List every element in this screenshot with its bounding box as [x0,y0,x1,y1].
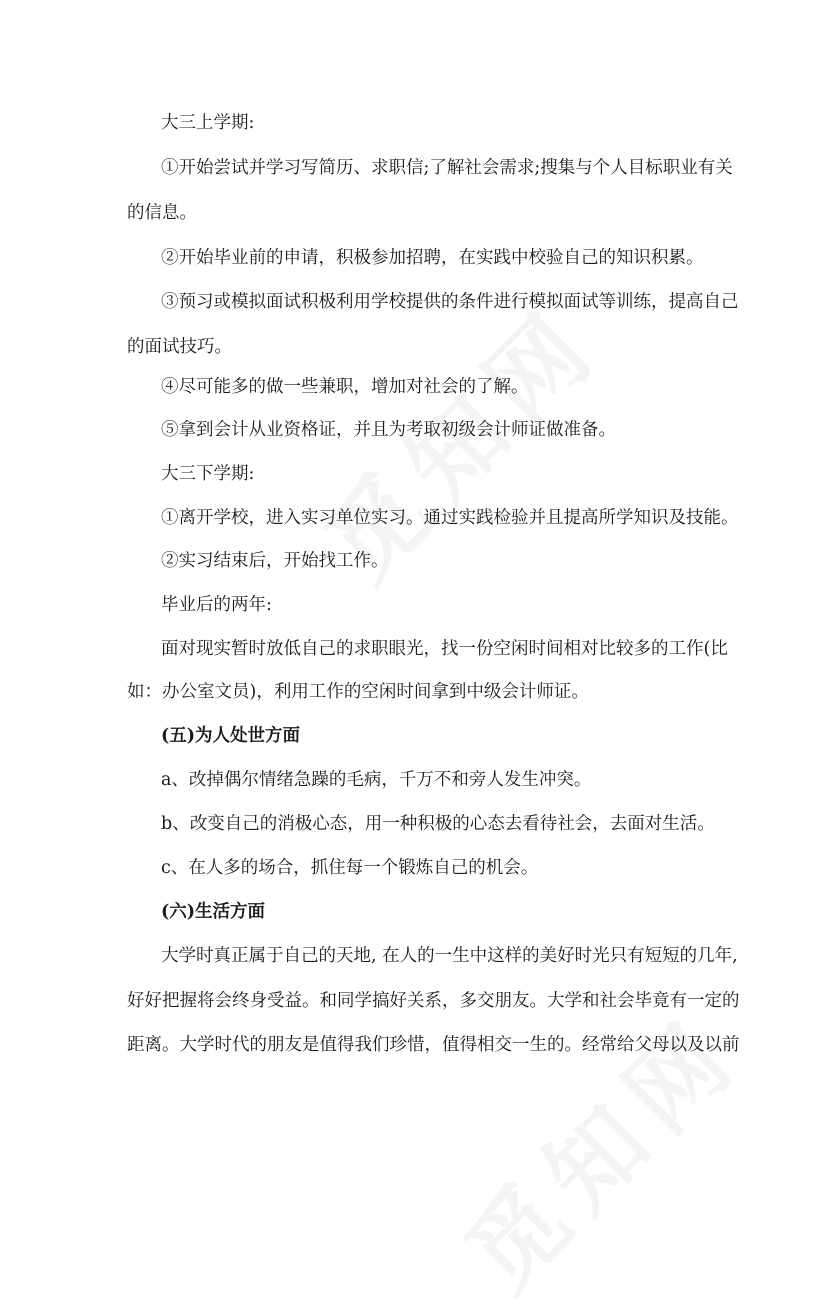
paragraph-line: ④尽可能多的做一些兼职，增加对社会的了解。 [161,377,529,397]
section-heading: (六)生活方面 [161,902,266,922]
paragraph-line: 如：办公室文员)，利用工作的空闲时间拿到中级会计师证。 [127,682,589,702]
list-item: a、改掉偶尔情绪急躁的毛病，千万不和旁人发生冲突。 [161,770,592,790]
paragraph-line: 大学时真正属于自己的天地, 在人的一生中这样的美好时光只有短短的几年, [161,946,738,966]
paragraph-line: 的信息。 [127,203,197,223]
paragraph-heading: 大三下学期: [161,464,255,484]
paragraph-line: ①开始尝试并学习写简历、求职信;了解社会需求;搜集与个人目标职业有关 [161,158,733,178]
paragraph-line: 好好把握将会终身受益。和同学搞好关系，多交朋友。大学和社会毕竟有一定的 [127,991,740,1011]
paragraph-line: ③预习或模拟面试积极利用学校提供的条件进行模拟面试等训练，提高自己 [161,292,739,312]
paragraph-line: 距离。大学时代的朋友是值得我们珍惜，值得相交一生的。经常给父母以及以前 [127,1035,740,1055]
list-item: b、改变自己的消极心态，用一种积极的心态去看待社会，去面对生活。 [161,814,715,834]
paragraph-line: 的面试技巧。 [127,337,232,357]
paragraph-line: 面对现实暂时放低自己的求职眼光，找一份空闲时间相对比较多的工作(比 [161,639,728,659]
watermark [431,981,765,1315]
section-heading: (五)为人处世方面 [161,726,301,746]
paragraph-line: ②开始毕业前的申请，积极参加招聘，在实践中校验自己的知识积累。 [161,248,704,268]
paragraph-line: ⑤拿到会计从业资格证，并且为考取初级会计师证做准备。 [161,420,616,440]
paragraph-line: ②实习结束后，开始找工作。 [161,551,389,571]
paragraph-heading: 大三上学期: [161,113,255,133]
paragraph-heading: 毕业后的两年: [161,595,272,615]
paragraph-line: ①离开学校，进入实习单位实习。通过实践检验并且提高所学知识及技能。 [161,508,739,528]
list-item: c、在人多的场合，抓住每一个锻炼自己的机会。 [161,858,539,878]
